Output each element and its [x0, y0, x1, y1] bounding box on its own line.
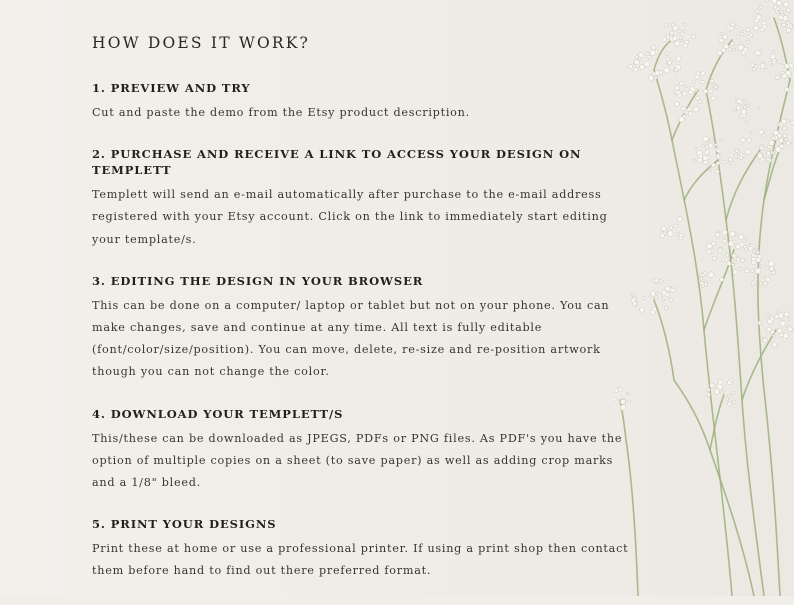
flower-bloom: [778, 21, 781, 24]
flower-bloom: [652, 45, 656, 49]
flower-bloom: [773, 58, 777, 62]
flower-bloom: [695, 75, 699, 79]
flower-bloom: [769, 266, 774, 271]
flower-bloom: [679, 236, 683, 240]
flower-bloom: [746, 40, 749, 43]
flower-bloom: [614, 389, 618, 393]
flower-bloom: [749, 132, 752, 135]
flower-bloom: [768, 319, 773, 324]
flower-bloom: [714, 144, 717, 147]
flower-bloom: [761, 145, 764, 148]
flower-bloom: [756, 15, 761, 20]
flower-bloom: [704, 89, 708, 93]
flower-bloom: [775, 314, 779, 318]
flower-bloom: [702, 274, 705, 277]
flower-bloom: [720, 277, 724, 281]
flower-bloom: [678, 93, 682, 97]
flower-bloom: [619, 388, 623, 392]
flower-bloom: [777, 328, 782, 333]
flower-bloom: [755, 50, 760, 55]
flower-bloom: [638, 53, 643, 58]
flower-bloom: [735, 25, 738, 28]
flower-bloom: [708, 143, 713, 148]
flower-bloom: [780, 321, 786, 327]
flower-bloom: [788, 318, 791, 321]
flower-bloom: [722, 160, 726, 164]
flower-bloom: [662, 290, 667, 295]
flower-bloom: [784, 312, 789, 317]
flower-bloom: [713, 256, 717, 260]
flower-bloom: [756, 252, 759, 255]
flower-bloom: [745, 238, 748, 241]
flower-bloom: [782, 73, 787, 78]
step-body: This/these can be downloaded as JPEGS, PDFs or PNG files. As PDF's you have the option of multiple copies on a sheet (to save paper) as well as adding crop marks and a 1/8" bleed.: [92, 428, 640, 495]
flower-bloom: [716, 149, 720, 153]
flower-bloom: [638, 58, 641, 61]
flower-bloom: [662, 298, 665, 301]
flower-bloom: [655, 292, 658, 295]
flower-bloom: [719, 247, 722, 250]
flower-bloom: [777, 133, 782, 138]
flower-bloom: [687, 107, 691, 111]
flower-bloom: [694, 147, 697, 150]
flower-bloom: [683, 30, 686, 33]
flower-bloom: [679, 36, 682, 39]
flower-bloom: [714, 86, 717, 89]
flower-bloom: [703, 156, 708, 161]
step-body: Print these at home or use a professional printer. If using a print shop then contact them before hand to find out there preferred format.: [92, 538, 640, 582]
flower-bloom: [772, 50, 775, 53]
flower-bloom: [756, 258, 761, 263]
flower-bloom: [754, 26, 759, 31]
flower-bloom: [766, 277, 771, 282]
flower-bloom: [739, 242, 744, 247]
flower-bloom: [739, 156, 743, 160]
flower-bloom: [721, 258, 724, 261]
flower-bloom: [750, 63, 754, 67]
flower-bloom: [667, 231, 673, 237]
flower-bloom: [734, 109, 737, 112]
flower-bloom: [766, 314, 769, 317]
flower-bloom: [739, 267, 742, 270]
flower-bloom: [692, 81, 695, 84]
flower-bloom: [755, 9, 759, 13]
step-heading: 4. DOWNLOAD YOUR TEMPLETT/S: [92, 406, 640, 422]
flower-bloom: [709, 169, 712, 172]
flower-bloom: [759, 282, 762, 285]
flower-bloom: [723, 35, 728, 40]
flower-bloom: [779, 138, 784, 143]
flower-bloom: [741, 51, 746, 56]
flower-bloom: [757, 107, 760, 110]
flower-bloom: [708, 272, 714, 278]
flower-bloom: [746, 28, 750, 32]
step-1: [92, 80, 640, 124]
flower-bloom: [664, 23, 667, 26]
flower-bloom: [739, 115, 743, 119]
flower-bloom: [743, 155, 746, 158]
flower-bloom: [773, 6, 777, 10]
flower-bloom: [767, 151, 771, 155]
flower-bloom: [712, 84, 715, 87]
flower-bloom: [783, 134, 787, 138]
flower-bloom: [727, 261, 731, 265]
flower-bloom: [732, 392, 735, 395]
flower-bloom: [722, 234, 725, 237]
flower-stem: [654, 70, 732, 596]
flower-bloom: [760, 5, 763, 8]
flower-bloom: [707, 388, 711, 392]
flower-bloom: [785, 87, 789, 91]
flower-bloom: [696, 96, 700, 100]
flower-bloom: [701, 80, 705, 84]
flower-bloom: [778, 123, 781, 126]
flower-bloom: [715, 233, 720, 238]
flower-bloom: [707, 393, 711, 397]
flower-bloom: [784, 138, 787, 141]
flower-bloom: [685, 40, 689, 44]
flower-bloom: [776, 76, 780, 80]
flower-bloom: [733, 49, 736, 52]
flower-bloom: [789, 25, 792, 28]
flower-bloom: [778, 60, 782, 64]
flower-bloom: [675, 102, 680, 107]
flower-bloom: [732, 254, 736, 258]
flower-bloom: [728, 241, 733, 246]
flower-bloom: [786, 119, 789, 122]
flower-bloom: [783, 127, 787, 131]
flower-bloom: [682, 91, 687, 96]
flower-bloom: [767, 327, 772, 332]
flower-bloom: [717, 161, 721, 165]
flower-bloom: [741, 138, 746, 143]
flower-bloom: [698, 100, 702, 104]
flower-bloom: [784, 64, 789, 69]
flower-bloom: [711, 96, 716, 101]
flower-bloom: [787, 325, 790, 328]
flower-bloom: [673, 36, 678, 41]
flower-bloom: [620, 399, 625, 404]
flower-bloom: [766, 0, 769, 2]
flower-bloom: [675, 41, 680, 46]
flower-bloom: [771, 64, 774, 67]
flower-bloom: [769, 140, 774, 145]
flower-bloom: [661, 226, 666, 231]
step-heading: 3. EDITING THE DESIGN IN YOUR BROWSER: [92, 273, 640, 289]
flower-bloom: [786, 141, 790, 145]
flower-bloom: [620, 405, 626, 411]
flower-bloom: [751, 282, 755, 286]
flower-bloom: [754, 64, 757, 67]
flower-bloom: [671, 286, 674, 289]
flower-bloom: [779, 333, 783, 337]
flower-bloom: [691, 35, 695, 39]
flower-bloom: [772, 271, 776, 275]
flower-bloom: [737, 99, 742, 104]
step-5: [92, 516, 640, 582]
flower-bloom: [791, 121, 794, 125]
flower-bloom: [650, 50, 656, 56]
flower-bloom: [746, 149, 751, 154]
flower-bloom: [740, 32, 743, 35]
flower-bloom: [711, 163, 715, 167]
flower-bloom: [659, 280, 662, 283]
flower-bloom: [782, 23, 786, 27]
step-body: Templett will send an e-mail automatically after purchase to the e-mail address registered with your Etsy account. Click on the link to immediately start editing your template/s.: [92, 184, 640, 251]
flower-bloom: [710, 79, 714, 83]
flower-bloom: [669, 226, 673, 230]
flower-bloom: [744, 99, 747, 102]
flower-bloom: [631, 294, 634, 297]
flower-bloom: [679, 82, 683, 86]
flower-bloom: [728, 402, 732, 406]
flower-bloom: [725, 253, 729, 257]
flower-bloom: [716, 154, 720, 158]
flower-bloom: [736, 257, 740, 261]
flower-bloom: [676, 56, 681, 61]
flower-bloom: [757, 153, 763, 159]
flower-bloom: [679, 30, 682, 33]
flower-bloom: [772, 152, 775, 155]
flower-bloom: [614, 397, 616, 401]
flower-bloom: [671, 23, 674, 26]
flower-bloom: [784, 2, 789, 7]
flower-bloom: [786, 8, 790, 12]
flower-bloom: [766, 17, 769, 20]
flower-bloom: [693, 159, 696, 162]
flower-bloom: [730, 231, 736, 237]
flower-bloom: [772, 342, 777, 347]
flower-bloom: [728, 394, 731, 397]
flower-bloom: [674, 224, 678, 228]
flower-bloom: [707, 244, 713, 250]
flower-bloom: [676, 232, 679, 235]
flower-bloom: [770, 134, 773, 137]
flower-bloom: [670, 31, 674, 35]
flower-bloom: [763, 338, 767, 342]
flower-bloom: [633, 68, 638, 73]
flower-bloom: [762, 25, 767, 30]
flower-bloom: [764, 282, 768, 286]
flower-bloom: [679, 117, 685, 123]
flower-bloom: [783, 333, 788, 338]
flower-bloom: [701, 71, 705, 75]
flower-bloom: [664, 306, 668, 310]
flower-bloom: [681, 106, 685, 110]
flower-bloom: [739, 234, 744, 239]
flower-bloom: [730, 378, 733, 381]
flower-bloom: [699, 154, 703, 158]
step-3: [92, 273, 640, 384]
page-title: HOW DOES IT WORK?: [92, 34, 640, 52]
step-body: This can be done on a computer/ laptop or tablet but not on your phone. You can make changes, save and continue at any time. All text is fully editable (font/color/size/position). You can move, delete, re-size and re-position artwork though you can not change the color.: [92, 295, 640, 384]
flower-bloom: [660, 233, 665, 238]
flower-bloom: [647, 55, 650, 58]
flower-bloom: [732, 400, 735, 403]
flower-bloom: [644, 61, 650, 67]
flower-bloom: [636, 64, 639, 67]
flower-bloom: [761, 264, 764, 267]
baby-breath-flower-decoration: [614, 0, 794, 596]
flower-bloom: [721, 138, 724, 141]
flower-stem: [654, 38, 674, 70]
flower-bloom: [782, 119, 787, 124]
flower-bloom: [745, 269, 749, 273]
flower-bloom: [781, 13, 784, 16]
flower-bloom: [710, 383, 715, 388]
flower-bloom: [728, 162, 731, 165]
flower-bloom: [674, 69, 677, 72]
flower-bloom: [702, 145, 705, 148]
flower-bloom: [718, 380, 723, 385]
flower-bloom: [751, 260, 756, 265]
step-4: [92, 406, 640, 495]
flower-bloom: [741, 109, 746, 114]
flower-bloom: [655, 296, 658, 299]
flower-bloom: [655, 71, 660, 76]
flower-bloom: [743, 106, 746, 109]
flower-bloom: [762, 275, 765, 278]
flower-stem: [654, 300, 674, 380]
step-body: Cut and paste the demo from the Etsy product description.: [92, 102, 640, 124]
flower-bloom: [664, 68, 670, 74]
flower-bloom: [686, 112, 689, 115]
flower-bloom: [648, 75, 653, 80]
flower-bloom: [741, 258, 745, 262]
flower-bloom: [754, 255, 757, 258]
step-heading: 1. PREVIEW AND TRY: [92, 80, 640, 96]
flower-bloom: [705, 150, 709, 154]
flower-bloom: [695, 89, 698, 92]
flower-bloom: [728, 48, 732, 52]
flower-bloom: [720, 32, 723, 35]
flower-bloom: [710, 138, 713, 141]
flower-stem: [674, 380, 754, 596]
step-2: [92, 146, 640, 251]
flower-bloom: [650, 310, 655, 315]
flower-bloom: [723, 239, 727, 243]
flower-bloom: [627, 400, 630, 403]
flower-bloom: [677, 217, 682, 222]
flower-bloom: [693, 107, 699, 113]
flower-bloom: [731, 23, 735, 27]
flower-bloom: [717, 384, 723, 390]
flower-bloom: [744, 248, 747, 251]
flower-bloom: [751, 269, 754, 272]
flower-bloom: [654, 76, 657, 79]
flower-bloom: [685, 85, 688, 88]
flower-bloom: [786, 28, 791, 33]
flower-bloom: [688, 90, 693, 95]
flower-bloom: [733, 269, 738, 274]
flower-bloom: [700, 281, 704, 285]
flower-bloom: [628, 64, 632, 68]
flower-bloom: [749, 246, 753, 250]
flower-bloom: [667, 60, 671, 64]
flower-bloom: [731, 263, 734, 266]
flower-bloom: [758, 321, 762, 325]
flower-bloom: [775, 10, 778, 13]
flower-bloom: [736, 150, 739, 153]
flower-bloom: [642, 297, 645, 300]
flower-bloom: [775, 147, 781, 153]
flower-stem: [620, 400, 638, 596]
flower-bloom: [633, 302, 637, 306]
flower-bloom: [626, 393, 629, 396]
flower-bloom: [639, 307, 644, 312]
flower-bloom: [719, 38, 724, 43]
main-content: [92, 34, 640, 605]
flower-bloom: [772, 335, 775, 338]
flower-bloom: [777, 311, 780, 314]
flower-bloom: [662, 37, 666, 41]
flower-bloom: [652, 279, 655, 282]
flower-bloom: [700, 277, 703, 280]
flower-bloom: [715, 170, 719, 174]
flower-bloom: [762, 134, 766, 138]
flower-bloom: [787, 21, 790, 24]
flower-bloom: [730, 42, 734, 46]
flower-bloom: [772, 0, 777, 3]
flower-bloom: [736, 35, 740, 39]
flower-stem: [742, 330, 776, 400]
flower-bloom: [737, 106, 741, 110]
flower-bloom: [738, 45, 744, 51]
flower-bloom: [729, 26, 733, 30]
step-heading: 2. PURCHASE AND RECEIVE A LINK TO ACCESS YOUR DESIGN ON TEMPLETT: [92, 146, 640, 178]
flower-bloom: [683, 23, 686, 26]
flower-bloom: [766, 157, 770, 161]
flower-bloom: [747, 35, 751, 39]
flower-bloom: [670, 299, 673, 302]
flower-bloom: [710, 249, 713, 252]
flower-bloom: [754, 274, 757, 277]
flower-bloom: [717, 50, 722, 55]
step-heading: 5. PRINT YOUR DESIGNS: [92, 516, 640, 532]
flower-bloom: [768, 261, 774, 267]
flower-bloom: [726, 398, 729, 401]
flower-bloom: [764, 65, 767, 68]
flower-bloom: [747, 138, 752, 143]
flower-bloom: [666, 52, 669, 55]
flower-bloom: [745, 120, 748, 123]
flower-bloom: [755, 268, 761, 274]
flower-bloom: [709, 89, 713, 93]
